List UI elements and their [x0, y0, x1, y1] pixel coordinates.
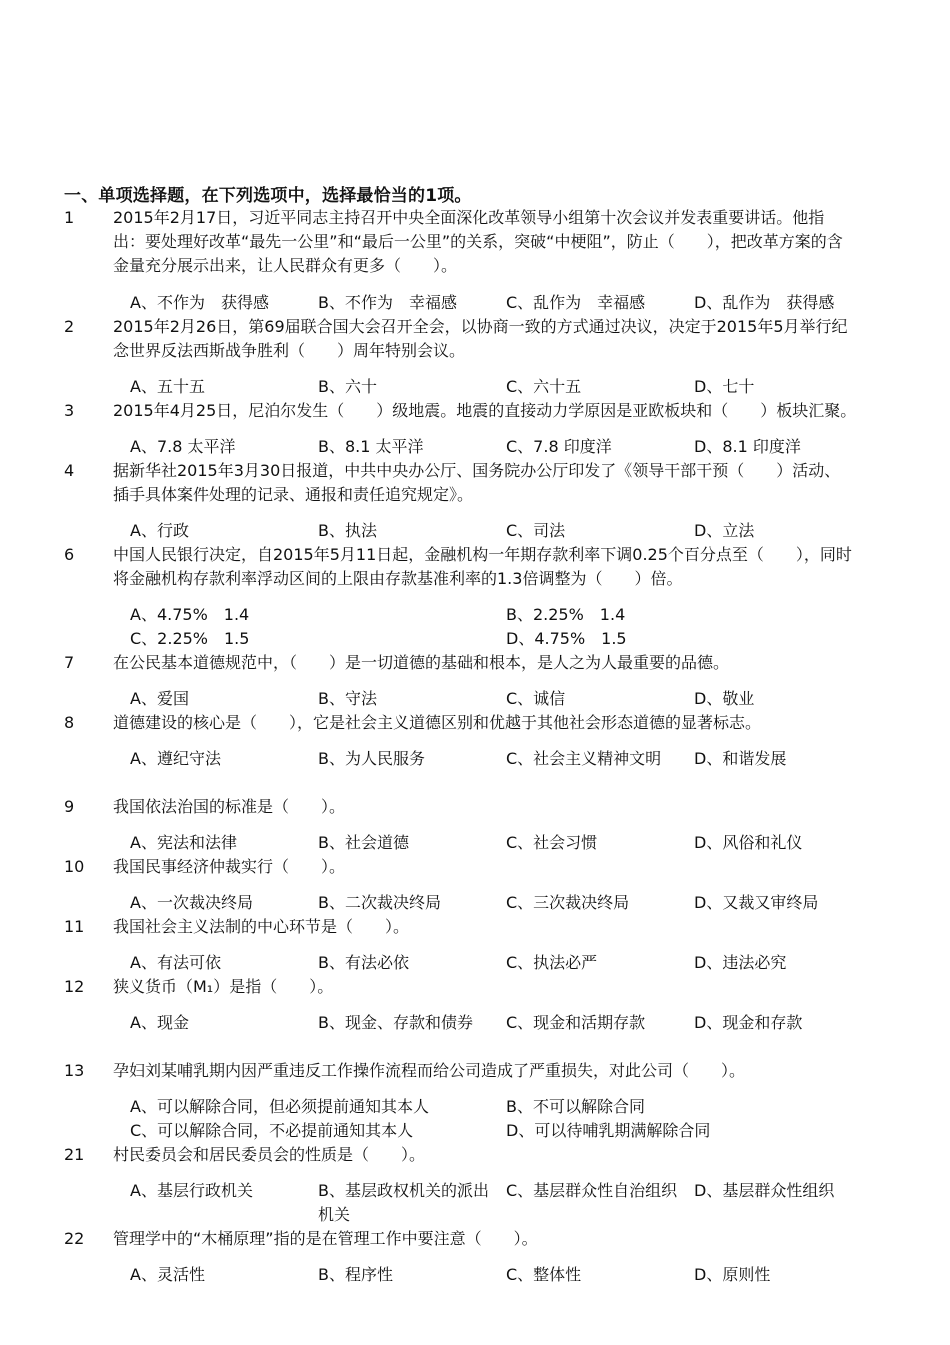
question-text: 在公民基本道德规范中，（ ）是一切道德的基础和根本，是人之为人最重要的品德。 — [113, 653, 730, 672]
option-d[interactable]: D、乱作为 获得感 — [694, 293, 835, 312]
question-text: 2015年2月17日，习近平同志主持召开中央全面深化改革领导小组第十次会议并发表重要讲话。他指 出：要处理好改革“最先一公里”和“最后一公里”的关系，突破“中梗阻”，防止（ ），把改革方案的含 金量充分展示出来，让人民群众有更多（ ）。 — [113, 208, 843, 275]
option-d[interactable]: D、可以待哺乳期满解除合同 — [506, 1121, 711, 1140]
option-c[interactable]: C、7.8 印度洋 — [506, 437, 612, 456]
option-d[interactable]: D、立法 — [694, 521, 755, 540]
question-text: 村民委员会和居民委员会的性质是（ ）。 — [113, 1145, 426, 1164]
option-c[interactable]: C、乱作为 幸福感 — [506, 293, 646, 312]
option-a[interactable]: A、宪法和法律 — [130, 833, 237, 852]
question-number: 10 — [64, 857, 85, 876]
option-b[interactable]: B、基层政权机关的派出机关 — [318, 1181, 489, 1224]
option-d[interactable]: D、8.1 印度洋 — [694, 437, 801, 456]
option-a[interactable]: A、现金 — [130, 1013, 189, 1032]
section-title: 一、单项选择题，在下列选项中，选择最恰当的1项。 — [64, 186, 472, 206]
question-number: 1 — [64, 208, 75, 227]
question-text: 我国社会主义法制的中心环节是（ ）。 — [113, 917, 410, 936]
question-number: 11 — [64, 917, 85, 936]
option-d[interactable]: D、现金和存款 — [694, 1013, 803, 1032]
option-d[interactable]: D、违法必究 — [694, 953, 787, 972]
option-d[interactable]: D、基层群众性组织 — [694, 1181, 835, 1200]
question-number: 4 — [64, 461, 75, 480]
option-a[interactable]: A、有法可依 — [130, 953, 221, 972]
option-a[interactable]: A、五十五 — [130, 377, 205, 396]
question-number: 8 — [64, 713, 75, 732]
question-text: 管理学中的“木桶原理”指的是在管理工作中要注意（ ）。 — [113, 1229, 538, 1248]
option-a[interactable]: A、可以解除合同，但必须提前通知其本人 — [130, 1097, 429, 1116]
option-a[interactable]: A、行政 — [130, 521, 189, 540]
option-c[interactable]: C、社会主义精神文明 — [506, 749, 662, 768]
option-b[interactable]: B、程序性 — [318, 1265, 393, 1284]
option-d[interactable]: D、原则性 — [694, 1265, 771, 1284]
option-b[interactable]: B、二次裁决终局 — [318, 893, 441, 912]
option-d[interactable]: D、敬业 — [694, 689, 755, 708]
option-c[interactable]: C、社会习惯 — [506, 833, 598, 852]
question-text: 2015年2月26日，第69届联合国大会召开全会，以协商一致的方式通过决议，决定于2015年5月举行纪 念世界反法西斯战争胜利（ ）周年特别会议。 — [113, 317, 848, 360]
option-a[interactable]: A、7.8 太平洋 — [130, 437, 236, 456]
option-c[interactable]: C、六十五 — [506, 377, 582, 396]
question-text: 孕妇刘某哺乳期内因严重违反工作操作流程而给公司造成了严重损失，对此公司（ ）。 — [113, 1061, 746, 1080]
option-a[interactable]: A、爱国 — [130, 689, 189, 708]
question-text: 狭义货币（M₁）是指（ ）。 — [113, 977, 334, 996]
question-text: 道德建设的核心是（ ），它是社会主义道德区别和优越于其他社会形态道德的显著标志。 — [113, 713, 762, 732]
question-number: 7 — [64, 653, 75, 672]
question-number: 6 — [64, 545, 75, 564]
option-c[interactable]: C、司法 — [506, 521, 566, 540]
option-c[interactable]: C、现金和活期存款 — [506, 1013, 646, 1032]
option-a[interactable]: A、灵活性 — [130, 1265, 205, 1284]
option-a[interactable]: A、一次裁决终局 — [130, 893, 253, 912]
option-c[interactable]: C、执法必严 — [506, 953, 598, 972]
option-d[interactable]: D、又裁又审终局 — [694, 893, 819, 912]
option-c[interactable]: C、2.25% 1.5 — [130, 629, 250, 648]
option-b[interactable]: B、现金、存款和债券 — [318, 1013, 473, 1032]
option-b[interactable]: B、不作为 幸福感 — [318, 293, 457, 312]
option-c[interactable]: C、可以解除合同，不必提前通知其本人 — [130, 1121, 414, 1140]
option-b[interactable]: B、有法必依 — [318, 953, 409, 972]
question-text: 我国民事经济仲裁实行（ ）。 — [113, 857, 346, 876]
option-b[interactable]: B、守法 — [318, 689, 377, 708]
question-number: 2 — [64, 317, 75, 336]
option-b[interactable]: B、为人民服务 — [318, 749, 425, 768]
option-c[interactable]: C、三次裁决终局 — [506, 893, 630, 912]
option-a[interactable]: A、4.75% 1.4 — [130, 605, 250, 624]
question-text: 我国依法治国的标准是（ ）。 — [113, 797, 346, 816]
option-b[interactable]: B、8.1 太平洋 — [318, 437, 424, 456]
option-b[interactable]: B、2.25% 1.4 — [506, 605, 626, 624]
option-a[interactable]: A、不作为 获得感 — [130, 293, 269, 312]
question-number: 12 — [64, 977, 85, 996]
question-number: 9 — [64, 797, 75, 816]
question-text: 据新华社2015年3月30日报道，中共中央办公厅、国务院办公厅印发了《领导干部干预（ ）活动、 插手具体案件处理的记录、通报和责任追究规定》。 — [113, 461, 841, 504]
question-number: 21 — [64, 1145, 85, 1164]
option-b[interactable]: B、不可以解除合同 — [506, 1097, 645, 1116]
option-b[interactable]: B、六十 — [318, 377, 377, 396]
question-text: 2015年4月25日，尼泊尔发生（ ）级地震。地震的直接动力学原因是亚欧板块和（ ）板块汇聚。 — [113, 401, 857, 420]
option-a[interactable]: A、遵纪守法 — [130, 749, 221, 768]
option-d[interactable]: D、风俗和礼仪 — [694, 833, 803, 852]
question-text: 中国人民银行决定，自2015年5月11日起，金融机构一年期存款利率下调0.25个百分点至（ ），同时 将金融机构存款利率浮动区间的上限由存款基准利率的1.3倍调整为（ ）倍。 — [113, 545, 852, 588]
option-d[interactable]: D、和谐发展 — [694, 749, 787, 768]
question-number: 3 — [64, 401, 75, 420]
option-c[interactable]: C、基层群众性自治组织 — [506, 1181, 678, 1200]
option-c[interactable]: C、整体性 — [506, 1265, 582, 1284]
option-d[interactable]: D、4.75% 1.5 — [506, 629, 627, 648]
question-number: 22 — [64, 1229, 85, 1248]
question-number: 13 — [64, 1061, 85, 1080]
option-d[interactable]: D、七十 — [694, 377, 755, 396]
option-c[interactable]: C、诚信 — [506, 689, 566, 708]
option-a[interactable]: A、基层行政机关 — [130, 1181, 253, 1200]
option-b[interactable]: B、执法 — [318, 521, 377, 540]
option-b[interactable]: B、社会道德 — [318, 833, 409, 852]
